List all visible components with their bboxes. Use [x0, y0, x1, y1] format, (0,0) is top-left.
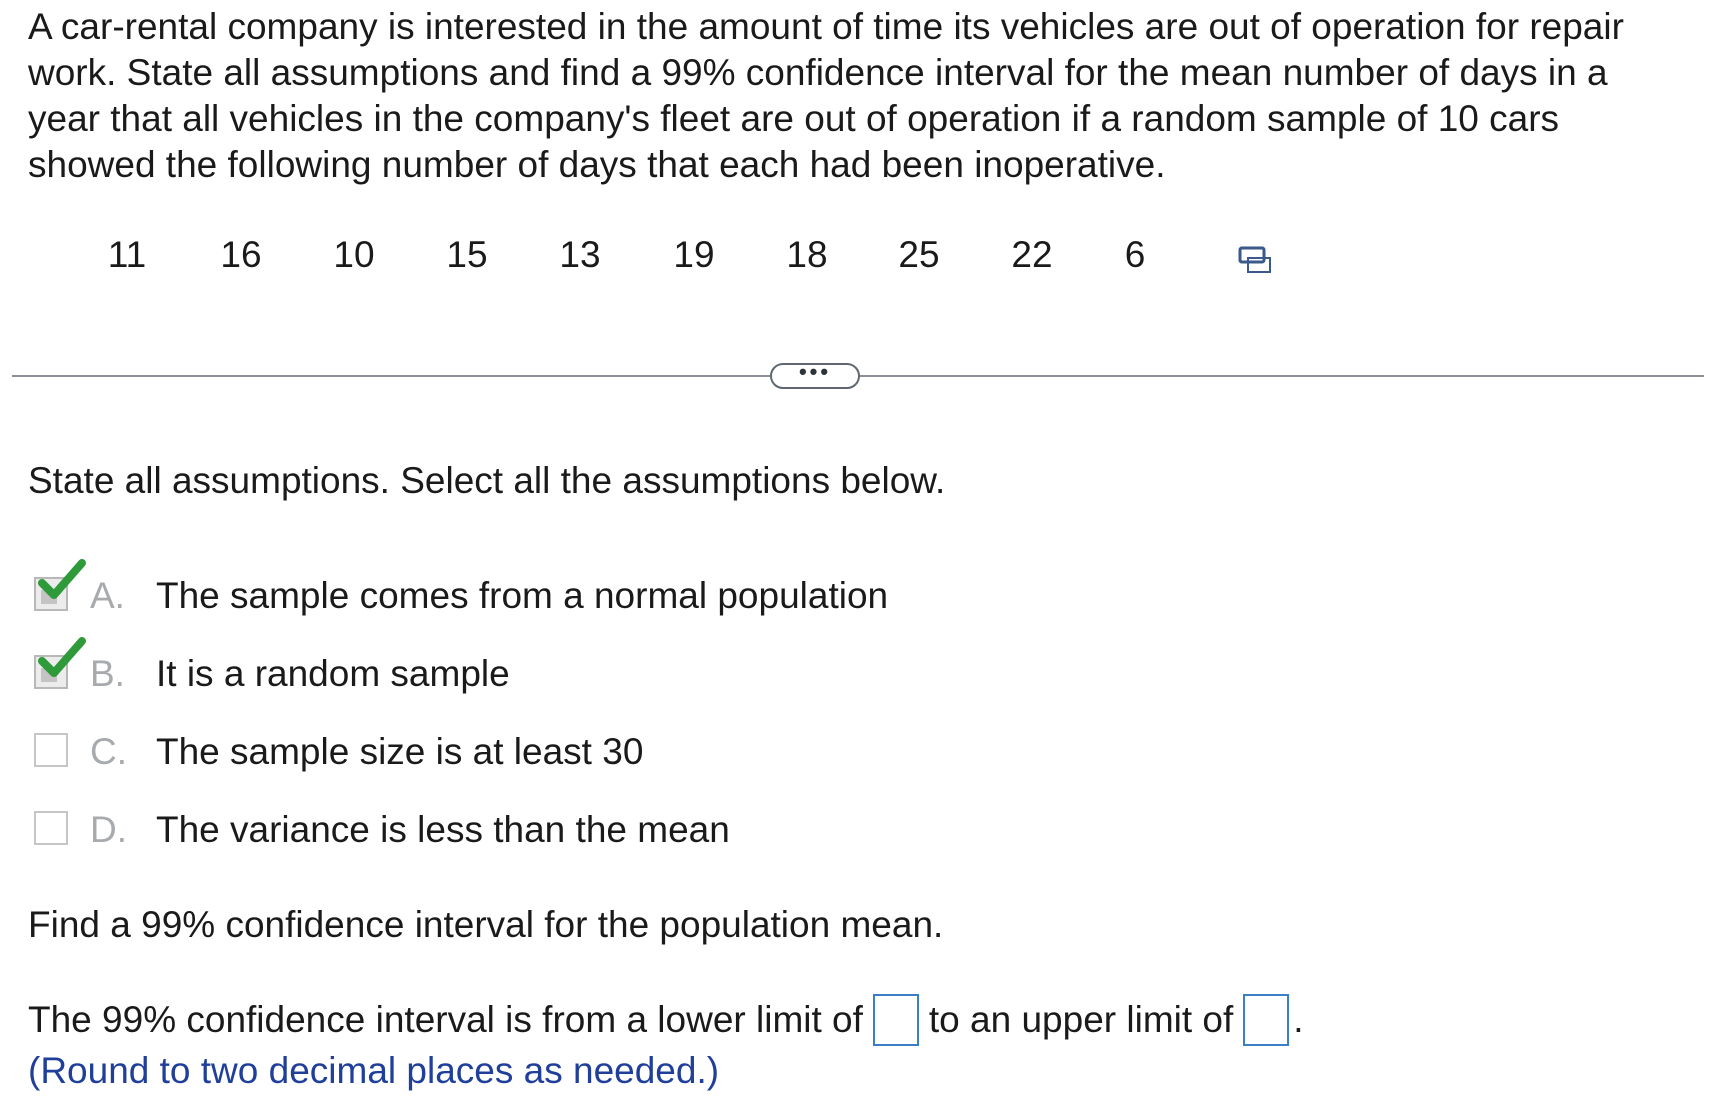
answer-sentence-end: .: [1293, 999, 1304, 1040]
data-value: 6: [1124, 234, 1146, 275]
check-icon: [36, 557, 88, 605]
option-d[interactable]: [30, 807, 1030, 853]
option-c[interactable]: [30, 729, 1030, 775]
data-value: 25: [898, 234, 940, 275]
option-b-letter: B.: [90, 653, 125, 694]
option-a[interactable]: [30, 573, 1030, 619]
data-value: 10: [333, 234, 375, 275]
option-c-letter: C.: [90, 731, 127, 772]
confidence-interval-prompt: Find a 99% confidence interval for the population mean.: [28, 904, 944, 945]
option-a-letter: A.: [90, 575, 125, 616]
data-values-row: [0, 232, 1717, 278]
copy-data-icon[interactable]: [1238, 245, 1274, 275]
data-value: 22: [1011, 234, 1053, 275]
option-b-label: It is a random sample: [156, 653, 510, 694]
more-dots-icon: •••: [798, 359, 832, 384]
assumptions-prompt: State all assumptions. Select all the assumptions below.: [28, 460, 946, 501]
check-icon: [36, 635, 88, 683]
option-c-label: The sample size is at least 30: [156, 731, 644, 772]
answer-sentence: [28, 994, 1304, 1046]
option-a-label: The sample comes from a normal population: [156, 575, 889, 616]
answer-sentence-start: The 99% confidence interval is from a lower limit of: [28, 999, 863, 1040]
question-text: A car-rental company is interested in the amount of time its vehicles are out of operation for repair work. State all assumptions and find a 99% confidence interval for the mean number of days in a year that all vehicles in the company's fleet are out of operation if a random sample of 10 cars showed the following number of days that each had been inoperative.: [28, 6, 1624, 185]
option-d-checkbox[interactable]: [34, 811, 68, 845]
rounding-note: (Round to two decimal places as needed.): [28, 1050, 720, 1091]
option-c-checkbox[interactable]: [34, 733, 68, 767]
data-value: 16: [220, 234, 262, 275]
data-value: 11: [107, 234, 147, 275]
data-value: 19: [673, 234, 715, 275]
option-d-letter: D.: [90, 809, 127, 850]
option-d-label: The variance is less than the mean: [156, 809, 730, 850]
expand-more-button[interactable]: [770, 359, 860, 389]
data-value: 15: [446, 234, 488, 275]
lower-limit-input[interactable]: [873, 994, 919, 1046]
data-value: 18: [786, 234, 828, 275]
option-b[interactable]: [30, 651, 1030, 697]
upper-limit-input[interactable]: [1243, 994, 1289, 1046]
data-value: 13: [559, 234, 601, 275]
answer-sentence-middle: to an upper limit of: [928, 999, 1234, 1040]
